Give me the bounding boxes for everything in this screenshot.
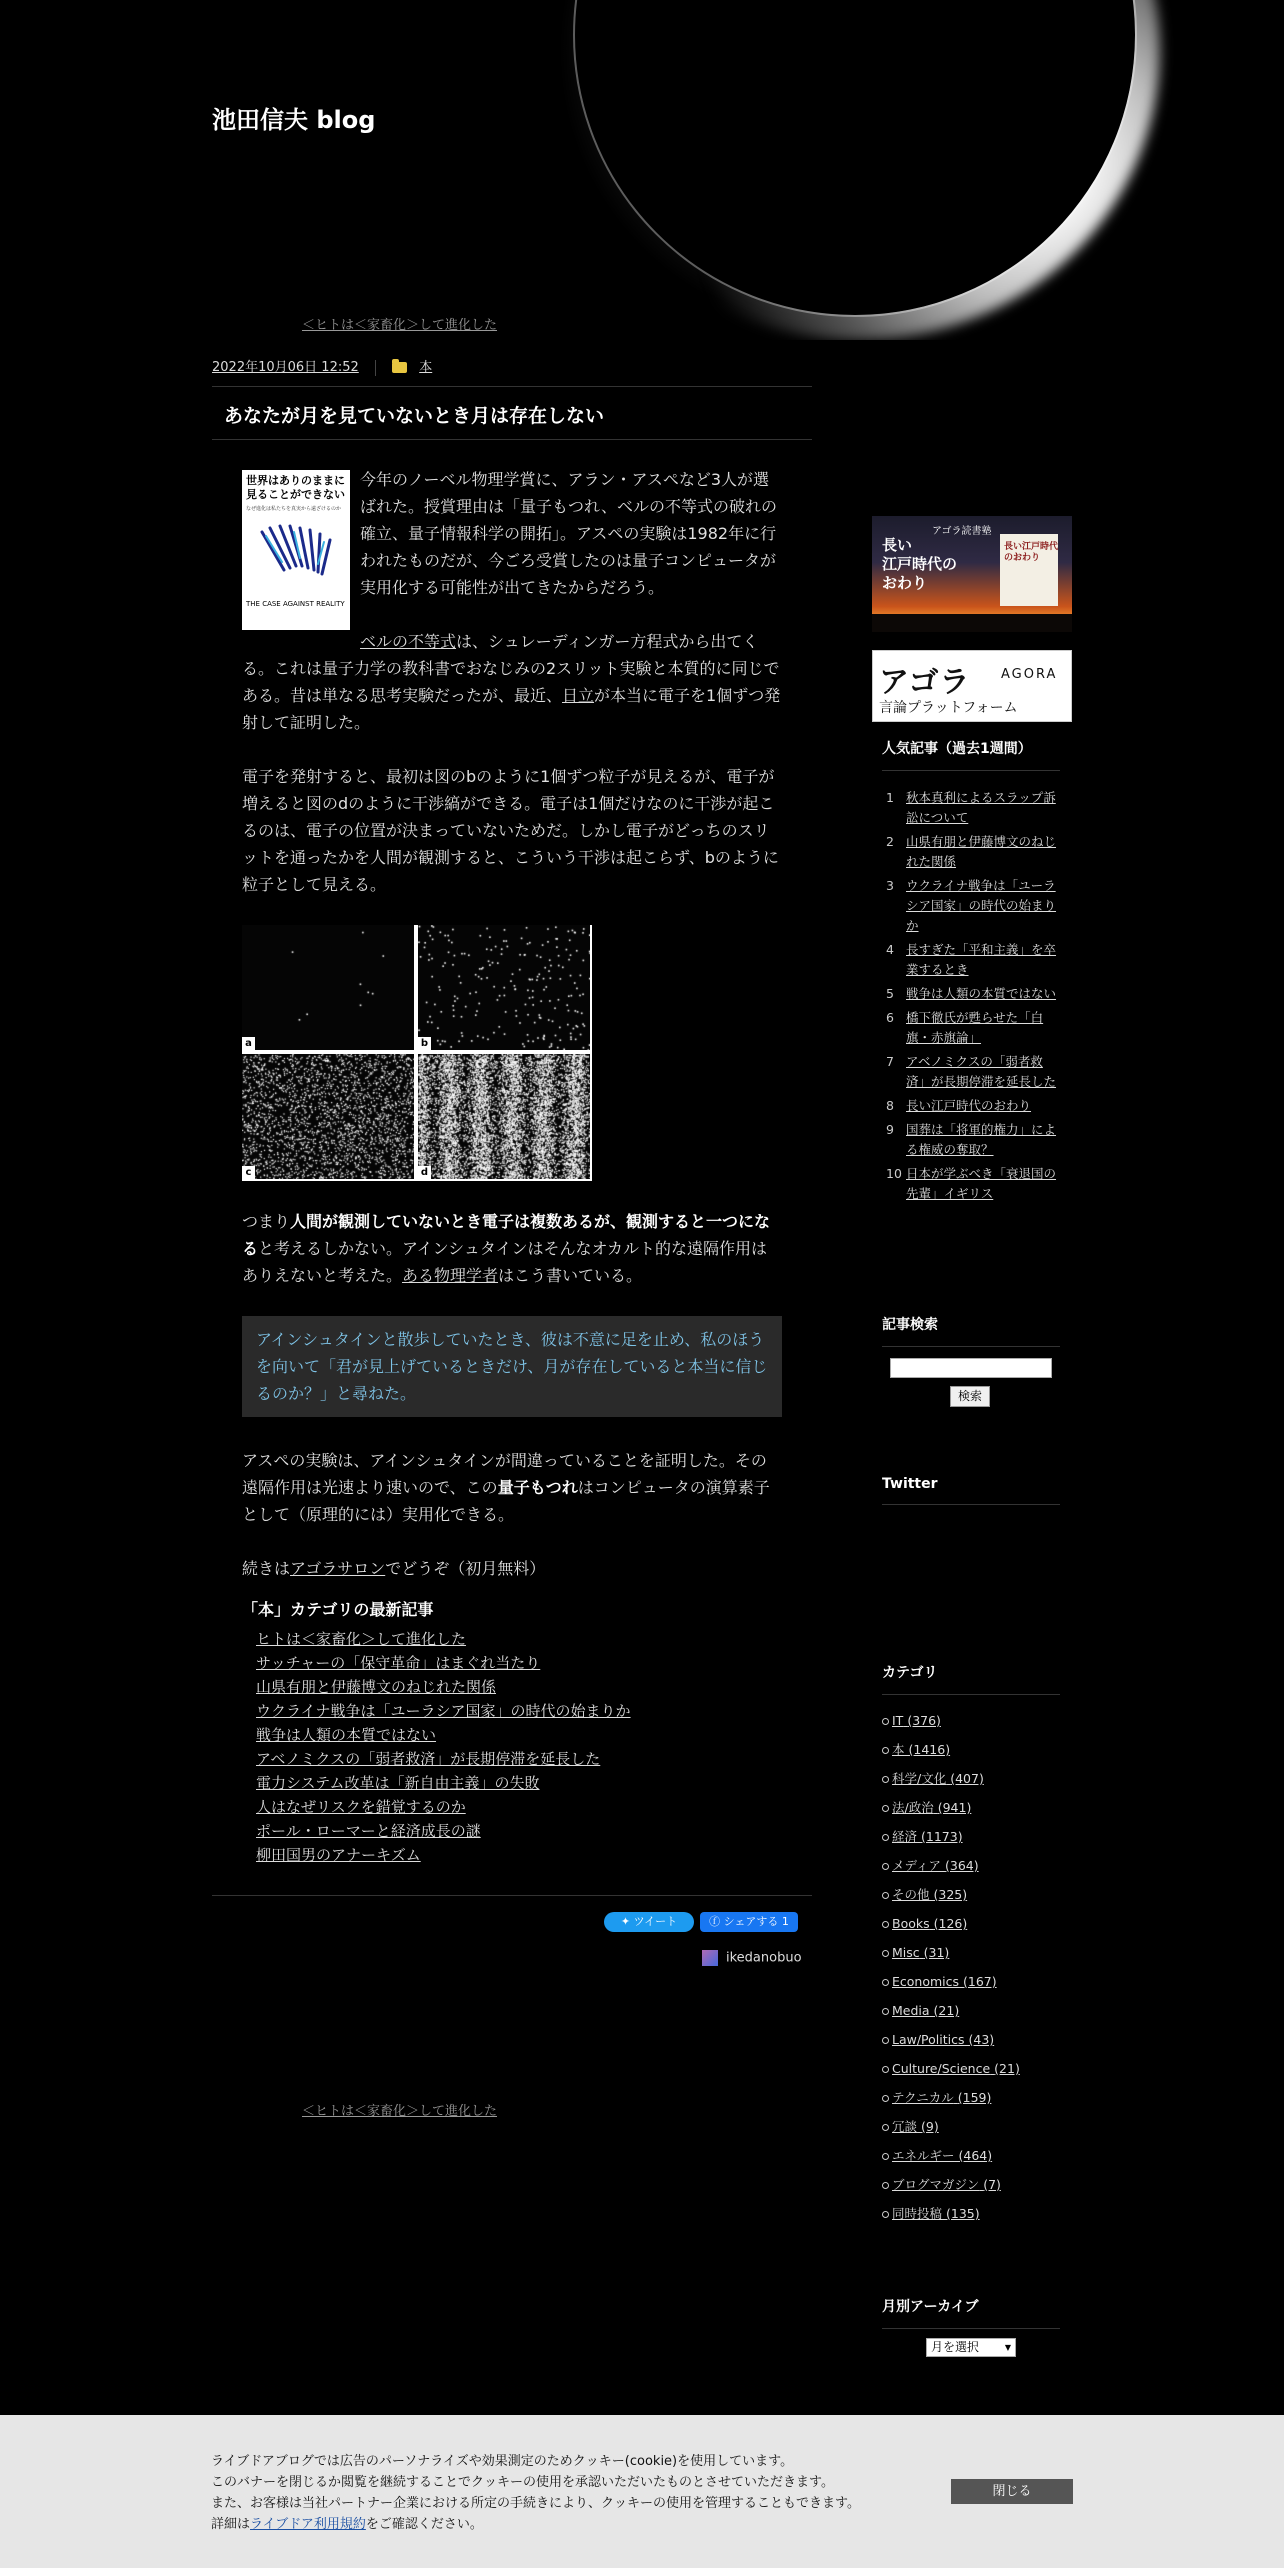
paragraph-2-end: が本当に電子を1個ずつ発射して証明した。 (242, 686, 781, 732)
category-count: (7) (983, 2177, 1001, 2192)
category-name: Law/Politics (892, 2032, 965, 2047)
category-count: (1173) (921, 1829, 963, 1844)
related-articles-heading: 「本」カテゴリの最新記事 (242, 1600, 434, 1619)
continue-paragraph (242, 1555, 782, 1582)
popular-article-item (882, 832, 1060, 872)
search-input[interactable] (890, 1358, 1052, 1378)
related-article-item (256, 1771, 782, 1795)
cookie-line: ライブドアブログでは広告のパーソナライズや効果測定のためクッキー(cookie)を使用しています。 (211, 2454, 794, 2469)
popular-articles (882, 788, 1060, 1208)
cookie-close-button[interactable]: 閉じる (951, 2479, 1073, 2504)
author-avatar[interactable] (702, 1950, 718, 1966)
category-item (882, 2025, 1060, 2054)
paragraph-4-bold: 人間が観測していないとき電子は複数あるが、観測すると一つになる (242, 1212, 771, 1258)
category-count: (31) (923, 1945, 950, 1960)
popular-rank: 10 (886, 1166, 902, 1181)
banner1-headline (882, 536, 957, 593)
category-link[interactable] (892, 2148, 992, 2163)
category-item (882, 1996, 1060, 2025)
categories-heading: カテゴリ (882, 1662, 1060, 1695)
popular-article-link[interactable]: 国葬は「将軍的権力」による権威の奪取？ (906, 1122, 1057, 1157)
banner1-skyline (872, 614, 1072, 632)
category-count: (135) (946, 2206, 980, 2221)
popular-rank: 9 (886, 1122, 894, 1137)
related-article-item (256, 1699, 782, 1723)
popular-article-item (882, 1120, 1060, 1160)
popular-article-link[interactable]: 長い江戸時代のおわり (906, 1098, 1032, 1113)
bullet-icon (882, 1747, 889, 1754)
popular-article-link[interactable]: 橋下徹氏が甦らせた「白旗・赤旗論」 (906, 1010, 1044, 1045)
related-article-item (256, 1747, 782, 1771)
author-name[interactable]: ikedanobuo (726, 1950, 802, 1966)
category-item (882, 1851, 1060, 1880)
popular-rank: 7 (886, 1054, 894, 1069)
categories (882, 1706, 1060, 2228)
bullet-icon (882, 1805, 889, 1812)
category-name: 冗談 (892, 2119, 918, 2134)
related-article-link[interactable]: 柳田国男のアナーキズム (256, 1846, 421, 1864)
popular-article-item (882, 1052, 1060, 1092)
paragraph-4-pre: つまり (242, 1212, 291, 1231)
bullet-icon (882, 2095, 889, 2102)
popular-rank: 5 (886, 986, 894, 1001)
entry-category-link[interactable]: 本 (419, 360, 433, 375)
category-link[interactable] (892, 1829, 963, 1844)
meta-divider (375, 360, 376, 376)
blog-title[interactable]: 池田信夫 blog (212, 106, 376, 134)
facebook-share-button[interactable] (700, 1912, 798, 1932)
category-link[interactable] (892, 1858, 979, 1873)
category-link[interactable] (892, 1974, 997, 1989)
banner1-line: おわり (882, 574, 928, 592)
category-name: テクニカル (892, 2090, 954, 2105)
agora-dokushojuku-banner[interactable] (872, 516, 1072, 632)
related-article-link[interactable]: サッチャーの「保守革命」はまぐれ当たり (256, 1654, 541, 1672)
popular-rank: 8 (886, 1098, 894, 1113)
blockquote: アインシュタインと散歩していたとき、彼は不意に足を止め、私のほうを向いて「君が見上げているときだけ、月が存在していると本当に信じるのか？」と尋ねた。 (242, 1316, 782, 1417)
double-slit-figure (242, 925, 592, 1181)
category-link[interactable] (892, 1771, 984, 1786)
cookie-line: このバナーを閉じるか閲覧を継続することでクッキーの使用を承認いただいたものとさせていただきます。 (211, 2475, 834, 2490)
popular-article-item (882, 1164, 1060, 1204)
category-name: Books (892, 1916, 930, 1931)
related-article-item (256, 1627, 782, 1651)
category-count: (21) (933, 2003, 960, 2018)
related-article-item (256, 1675, 782, 1699)
banner1-book-title: 長い江戸時代のおわり (1004, 542, 1059, 563)
category-item (882, 2083, 1060, 2112)
panel-label: d (418, 1166, 431, 1179)
category-name: Culture/Science (892, 2061, 991, 2076)
related-article-item (256, 1723, 782, 1747)
entry-date[interactable]: 2022年10月06日 12:52 (212, 360, 359, 375)
popular-list (882, 788, 1060, 1204)
category-list (882, 1706, 1060, 2228)
popular-article-link[interactable]: 長すぎた「平和主義」を卒業するとき (906, 942, 1057, 977)
cookie-line: また、お客様は当社パートナー企業における所定の手続きにより、クッキーの使用を管理することもできます。 (211, 2496, 860, 2511)
related-article-link[interactable]: ヒトは＜家畜化＞して進化した (256, 1630, 467, 1648)
category-count: (126) (933, 1916, 968, 1931)
cookie-text (211, 2451, 860, 2535)
prev-article-link-top (302, 314, 497, 333)
category-count: (1416) (908, 1742, 951, 1757)
popular-article-link[interactable]: 日本が学ぶべき「衰退国の先輩」イギリス (906, 1166, 1057, 1201)
prev-article-link[interactable]: ＜ヒトは＜家畜化＞して進化した (302, 318, 498, 333)
popular-article-item (882, 1008, 1060, 1048)
category-count: (407) (950, 1771, 984, 1786)
blog-header (0, 0, 1284, 340)
panel-a-canvas (242, 925, 414, 1050)
bullet-icon (882, 2182, 889, 2189)
twitter-heading: Twitter (882, 1476, 1060, 1505)
category-count: (325) (933, 1887, 968, 1902)
paragraph-5-pre: アスペの実験は、アインシュタインが間違っていることを証明した。その遠隔作用は光速より速いので、この (242, 1451, 767, 1497)
panel-label: b (418, 1037, 431, 1050)
agora-salon-link[interactable]: アゴラサロン (290, 1559, 386, 1578)
search-button[interactable]: 検索 (950, 1386, 990, 1407)
category-name: 科学/文化 (892, 1771, 947, 1786)
article-title: あなたが月を見ていないとき月は存在しない (224, 405, 605, 427)
popular-rank: 4 (886, 942, 894, 957)
bullet-icon (882, 2008, 889, 2015)
book-cover-image[interactable] (242, 470, 350, 630)
category-link[interactable] (892, 2177, 1001, 2192)
related-article-item (256, 1819, 782, 1843)
category-link[interactable] (892, 2206, 980, 2221)
tweet-button[interactable] (604, 1912, 694, 1932)
bullet-icon (882, 1863, 889, 1870)
prev-article-link-bottom (302, 2100, 497, 2119)
category-name: IT (892, 1713, 904, 1728)
banner1-book (1000, 534, 1058, 606)
bullet-icon (882, 1979, 889, 1986)
paragraph-5-end: はコンピュータの演算素子として（原理的には）実用化できる。 (242, 1478, 770, 1524)
panel-d-canvas (418, 1054, 590, 1179)
paragraph-4-mid: と考えるしかない。アインシュタインはそんなオカルト的な遠隔作用はありえないと考えた。 (242, 1239, 768, 1285)
category-count: (43) (968, 2032, 995, 2047)
popular-article-item (882, 788, 1060, 828)
paragraph-1-text: 今年のノーベル物理学賞に、アラン・アスペなど3人が選ばれた。授賞理由は「量子もつれ、ベルの不等式の破れの確立、量子情報科学の開拓」。アスペの実験は1982年に行われたものだが、今ごろ受賞したのは量子コンピュータが実用化する可能性が出てきたからだろう。 (360, 470, 777, 597)
paragraph-5 (242, 1447, 782, 1528)
category-item (882, 1822, 1060, 1851)
category-item (882, 1793, 1060, 1822)
archive-month-select[interactable]: 月を選択 ▼ (926, 2338, 1016, 2357)
category-count: (376) (907, 1713, 941, 1728)
category-name: エネルギー (892, 2148, 955, 2163)
category-link[interactable] (892, 1800, 971, 1815)
paragraph-4 (242, 1208, 782, 1289)
bullet-icon (882, 2153, 889, 2160)
category-link[interactable] (892, 1945, 949, 1960)
search-heading: 記事検索 (882, 1314, 1060, 1347)
entry-title-bar (212, 386, 812, 440)
related-article-link[interactable]: ポール・ローマーと経済成長の謎 (256, 1822, 481, 1840)
banner1-line: 江戸時代の (882, 555, 958, 573)
category-item (882, 2199, 1060, 2228)
twitter-bird-icon: ✦ (620, 1915, 634, 1928)
category-name: その他 (892, 1887, 930, 1902)
panel-label: c (242, 1166, 255, 1179)
facebook-icon: ⓕ (709, 1915, 724, 1928)
related-article-item (256, 1795, 782, 1819)
archive-heading: 月別アーカイブ (882, 2296, 1060, 2329)
related-article-link[interactable]: 戦争は人類の本質ではない (256, 1726, 437, 1744)
related-article-link[interactable]: ウクライナ戦争は「ユーラシア国家」の時代の始まりか (256, 1702, 631, 1720)
popular-article-link[interactable]: 戦争は人類の本質ではない (906, 986, 1057, 1001)
bullet-icon (882, 1950, 889, 1957)
category-name: ブログマガジン (892, 2177, 980, 2192)
category-item (882, 1764, 1060, 1793)
category-name: 法/政治 (892, 1800, 934, 1815)
category-link[interactable] (892, 2061, 1020, 2076)
bullet-icon (882, 2066, 889, 2073)
category-link[interactable] (892, 2032, 994, 2047)
bullet-icon (882, 1892, 889, 1899)
category-item (882, 2054, 1060, 2083)
agora-logo: アゴラ (879, 665, 971, 700)
panel-b-canvas (418, 925, 590, 1050)
category-item (882, 1735, 1060, 1764)
paragraph-2-mid: は、シュレーディンガー方程式から出てくる。これは量子力学の教科書でおなじみの2スリット実験と本質的に同じである。昔は単なる思考実験だったが、最近、 (242, 632, 780, 705)
category-item (882, 1706, 1060, 1735)
figure-panel-a (242, 925, 414, 1050)
entry-meta (212, 356, 812, 376)
terms-link[interactable]: ライブドア利用規約 (250, 2517, 366, 2532)
category-item (882, 1967, 1060, 1996)
continue-end: でどうぞ（初月無料） (385, 1559, 546, 1578)
category-link[interactable] (892, 2090, 991, 2105)
paragraph-3: 電子を発射すると、最初は図のbのように1個ずつ粒子が見えるが、電子が増えると図のdのように干渉縞ができる。電子は1個だけなのに干渉が起こるのは、電子の位置が決まっていないためだ。しかし電子がどっちのスリットを通ったかを人間が観測すると、こういう干渉は起こらず、bのように粒子として見える。 (242, 767, 779, 894)
bullet-icon (882, 2037, 889, 2044)
folder-icon (392, 362, 407, 373)
bullet-icon (882, 1718, 889, 1725)
figure-panel-d (418, 1054, 590, 1179)
category-item (882, 1909, 1060, 1938)
category-link[interactable] (892, 1887, 967, 1902)
category-name: Misc (892, 1945, 920, 1960)
popular-rank: 2 (886, 834, 894, 849)
cookie-line4-end: をご確認ください。 (365, 2517, 483, 2532)
category-link[interactable] (892, 1713, 941, 1728)
cookie-banner (0, 2415, 1284, 2568)
category-link[interactable] (892, 1742, 950, 1757)
tweet-label: ツイート (633, 1915, 678, 1928)
popular-article-item (882, 876, 1060, 936)
related-articles-list (242, 1627, 782, 1867)
popular-rank: 6 (886, 1010, 894, 1025)
popular-article-item (882, 1096, 1060, 1116)
agora-subtitle: 言論プラットフォーム (879, 700, 1018, 716)
category-link[interactable] (892, 2003, 959, 2018)
book-subtitle: なぜ進化は私たちを真実から遠ざけるのか (246, 506, 342, 512)
popular-article-link[interactable]: 山県有朋と伊藤博文のねじれた関係 (906, 834, 1057, 869)
author-info (702, 1950, 802, 1966)
category-count: (464) (958, 2148, 993, 2163)
category-name: Economics (892, 1974, 960, 1989)
related-article-link[interactable]: アベノミクスの「弱者救済」が長期停滞を延長した (256, 1750, 601, 1768)
share-label: シェアする 1 (723, 1915, 789, 1928)
category-item (882, 2112, 1060, 2141)
panel-c-canvas (242, 1054, 414, 1179)
figure-panel-b (418, 925, 590, 1050)
physicist-link[interactable]: ある物理学者 (402, 1266, 499, 1285)
related-articles (242, 1596, 782, 1867)
hitachi-link[interactable]: 日立 (562, 686, 595, 705)
agora-platform-banner[interactable] (872, 650, 1072, 722)
bullet-icon (882, 1776, 889, 1783)
category-item (882, 2141, 1060, 2170)
related-article-item (256, 1651, 782, 1675)
category-link[interactable] (892, 2119, 939, 2134)
popular-rank: 3 (886, 878, 894, 893)
paragraph-2 (242, 628, 782, 736)
category-name: 本 (892, 1742, 905, 1757)
popular-article-link[interactable]: アベノミクスの「弱者救済」が長期停滞を延長した (906, 1054, 1057, 1089)
bullet-icon (882, 2211, 889, 2218)
category-count: (9) (921, 2119, 939, 2134)
cookie-line (211, 2514, 860, 2535)
panel-label: a (242, 1037, 255, 1050)
category-name: 経済 (892, 1829, 918, 1844)
category-link[interactable] (892, 1916, 967, 1931)
category-name: 同時投稿 (892, 2206, 943, 2221)
popular-heading: 人気記事（過去1週間） (882, 738, 1060, 771)
category-count: (21) (994, 2061, 1020, 2076)
book-rays-graphic (254, 522, 338, 580)
continue-pre: 続きは (242, 1559, 291, 1578)
category-item (882, 1880, 1060, 1909)
book-english-title: THE CASE AGAINST REALITY (246, 600, 345, 608)
category-count: (167) (963, 1974, 997, 1989)
popular-article-item (882, 940, 1060, 980)
category-count: (941) (937, 1800, 972, 1815)
category-count: (159) (957, 2090, 992, 2105)
bullet-icon (882, 1834, 889, 1841)
book-title: 世界はありのままに見ることができない (246, 474, 345, 501)
related-article-link[interactable]: 山県有朋と伊藤博文のねじれた関係 (256, 1678, 497, 1696)
article-body (242, 466, 782, 1867)
bell-inequality-link[interactable]: ベルの不等式 (360, 632, 457, 651)
category-item (882, 2170, 1060, 2199)
category-count: (364) (945, 1858, 979, 1873)
related-article-item (256, 1843, 782, 1867)
bullet-icon (882, 1921, 889, 1928)
entry-footer-divider (212, 1895, 812, 1896)
banner1-top: アゴラ読書塾 (932, 526, 992, 537)
related-article-link[interactable]: 人はなぜリスクを錯覚するのか (256, 1798, 466, 1816)
popular-article-item (882, 984, 1060, 1004)
paragraph-4-end: はこう書いている。 (498, 1266, 643, 1285)
category-item (882, 1938, 1060, 1967)
popular-article-link[interactable]: 秋本真利によるスラップ訴訟について (906, 790, 1056, 825)
popular-article-link[interactable]: ウクライナ戦争は「ユーラシア国家」の時代の始まりか (906, 878, 1057, 933)
paragraph-1 (242, 466, 782, 608)
agora-logo-en: AGORA (1001, 667, 1058, 682)
cookie-line4-pre: 詳細は (211, 2517, 251, 2532)
paragraph-5-bold: 量子もつれ (497, 1478, 578, 1497)
category-name: メディア (892, 1858, 942, 1873)
related-article-link[interactable]: 電力システム改革は「新自由主義」の失敗 (256, 1774, 540, 1792)
banner1-line: 長い (882, 536, 913, 554)
category-name: Media (892, 2003, 930, 2018)
figure-panel-c (242, 1054, 414, 1179)
popular-rank: 1 (886, 790, 894, 805)
bullet-icon (882, 2124, 889, 2131)
prev-article-link[interactable]: ＜ヒトは＜家畜化＞して進化した (302, 2104, 498, 2119)
